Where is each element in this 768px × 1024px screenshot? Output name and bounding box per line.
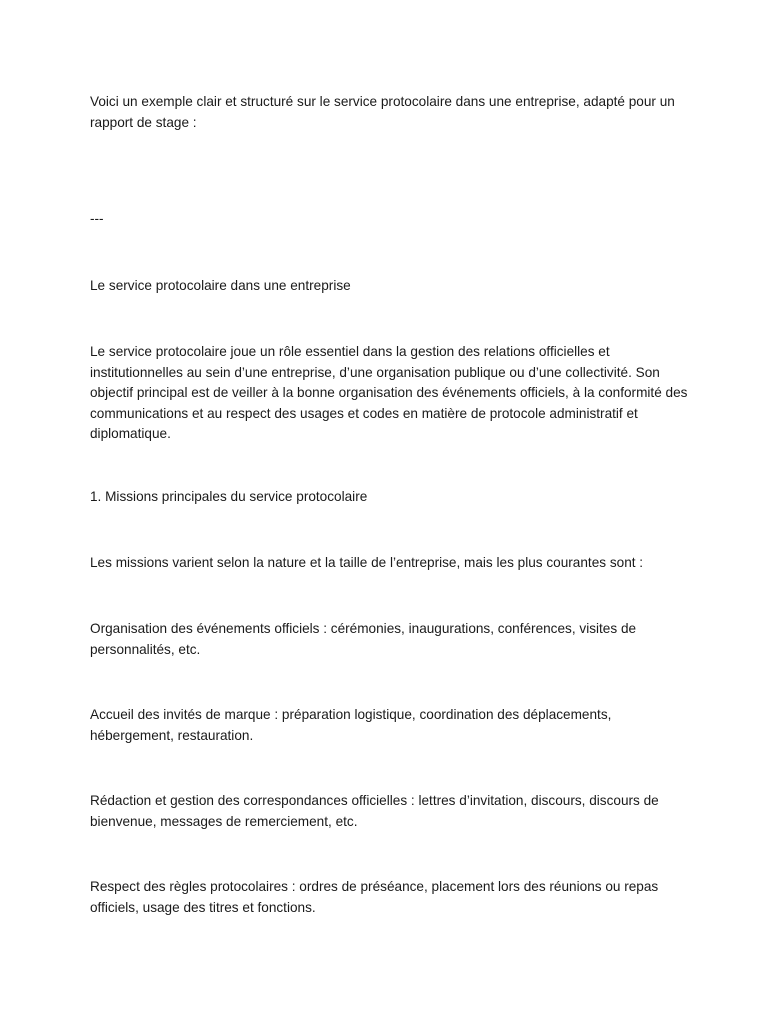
mission-item: Accueil des invités de marque : préparation logistique, coordination des déplacements, hébergement, restauration. (90, 707, 612, 743)
section-intro: Les missions varient selon la nature et la taille de l’entreprise, mais les plus courantes sont : (90, 555, 644, 570)
section-heading: 1. Missions principales du service protocolaire (90, 489, 368, 504)
separator-line: --- (90, 211, 104, 226)
mission-item: Respect des règles protocolaires : ordres de préséance, placement lors des réunions ou repas officiels, usage des titres et fonctions. (90, 879, 659, 915)
intro-paragraph: Voici un exemple clair et structuré sur le service protocolaire dans une entreprise, adapté pour un rapport de stage : (90, 94, 675, 130)
mission-item: Rédaction et gestion des correspondances officielles : lettres d’invitation, discours, discours de bienvenue, messages de remerciement, etc. (90, 793, 659, 829)
description-paragraph: Le service protocolaire joue un rôle essentiel dans la gestion des relations officielles et institutionnelles au sein d’une entreprise, d’une organisation publique ou d’une collectivité. Son objectif principal est de veiller à la bonne organisation des événements officiels, à la conformité des communications et au respect des usages et codes en matière de protocole administratif et diplomatique. (90, 344, 688, 441)
document-title: Le service protocolaire dans une entreprise (90, 278, 351, 293)
mission-item: Organisation des événements officiels : cérémonies, inaugurations, conférences, visites de personnalités, etc. (90, 621, 637, 657)
